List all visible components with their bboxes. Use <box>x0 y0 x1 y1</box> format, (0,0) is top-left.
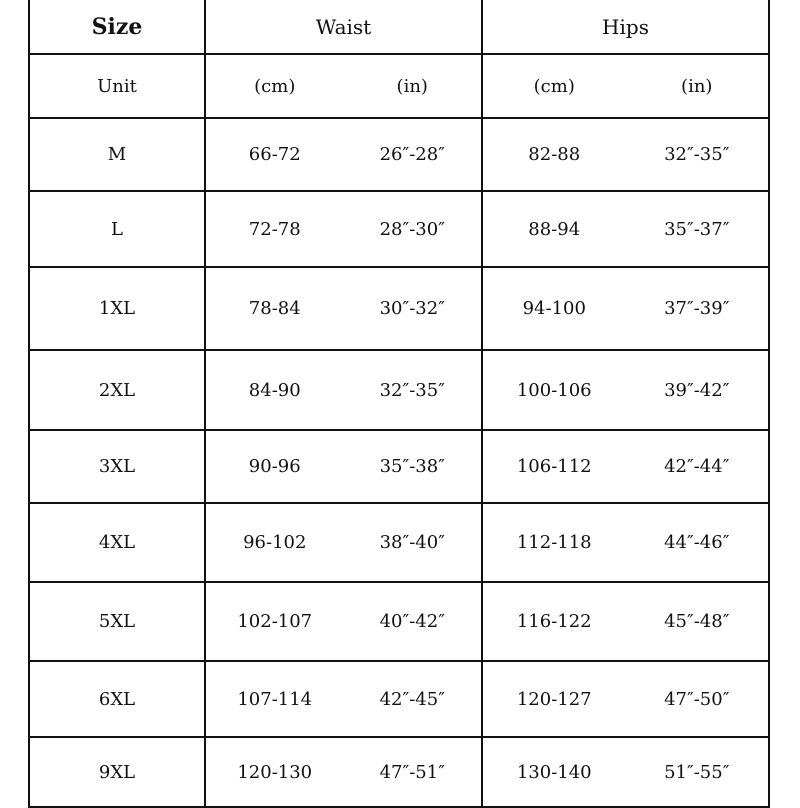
waist-cm: 107-114 <box>237 688 313 710</box>
hips-cell <box>482 582 769 661</box>
hips-cm: 88-94 <box>528 218 581 240</box>
header-row <box>29 0 769 54</box>
waist-cell <box>205 350 482 430</box>
waist-cm: 84-90 <box>248 379 301 401</box>
waist-in: 47″-51″ <box>379 761 445 783</box>
waist-header: Waist <box>205 0 482 54</box>
size-cell: 6XL <box>29 661 205 737</box>
hips-cell <box>482 503 769 582</box>
size-cell: 3XL <box>29 430 205 503</box>
size-chart-table <box>28 0 770 808</box>
waist-units <box>205 54 482 118</box>
hips-units <box>482 54 769 118</box>
hips-cm: 94-100 <box>522 298 586 319</box>
waist-in: 38″-40″ <box>379 532 445 553</box>
waist-cm: 72-78 <box>248 218 301 240</box>
hips-cell <box>482 350 769 430</box>
size-cell: M <box>29 118 205 191</box>
hips-cell <box>482 118 769 191</box>
waist-cm: 78-84 <box>248 298 301 319</box>
hips-cell <box>482 191 769 267</box>
table-row <box>29 267 769 350</box>
hips-cm: 130-140 <box>516 761 592 783</box>
hips-in: 47″-50″ <box>664 688 730 710</box>
hips-cm: 82-88 <box>528 144 581 165</box>
unit-row <box>29 54 769 118</box>
table-row <box>29 191 769 267</box>
hips-in: 42″-44″ <box>664 456 730 477</box>
size-cell: 4XL <box>29 503 205 582</box>
table-row <box>29 350 769 430</box>
waist-in: 26″-28″ <box>379 144 445 165</box>
hips-in: 39″-42″ <box>664 379 730 401</box>
table-row <box>29 503 769 582</box>
table-row <box>29 737 769 807</box>
waist-in: 28″-30″ <box>379 218 445 240</box>
waist-cm-unit: (cm) <box>254 75 296 97</box>
hips-in: 44″-46″ <box>664 532 730 553</box>
table-row <box>29 430 769 503</box>
table-row <box>29 118 769 191</box>
table-row <box>29 582 769 661</box>
table-row <box>29 661 769 737</box>
waist-cell <box>205 737 482 807</box>
size-cell: L <box>29 191 205 267</box>
hips-in: 37″-39″ <box>664 298 730 319</box>
hips-cm-unit: (cm) <box>533 75 575 97</box>
unit-label: Unit <box>29 54 205 118</box>
hips-cm: 106-112 <box>516 456 592 477</box>
hips-cm: 112-118 <box>516 532 592 553</box>
hips-cm: 120-127 <box>516 688 592 710</box>
hips-cell <box>482 737 769 807</box>
size-cell: 5XL <box>29 582 205 661</box>
hips-in: 35″-37″ <box>664 218 730 240</box>
hips-in: 51″-55″ <box>664 761 730 783</box>
size-cell: 9XL <box>29 737 205 807</box>
waist-cell <box>205 582 482 661</box>
waist-cm: 102-107 <box>237 611 313 632</box>
hips-cell <box>482 267 769 350</box>
waist-in: 42″-45″ <box>379 688 445 710</box>
waist-cell <box>205 191 482 267</box>
waist-cell <box>205 503 482 582</box>
waist-in: 35″-38″ <box>379 456 445 477</box>
hips-cm: 100-106 <box>516 379 592 401</box>
hips-cell <box>482 430 769 503</box>
waist-in: 40″-42″ <box>379 611 445 632</box>
size-cell: 1XL <box>29 267 205 350</box>
waist-cell <box>205 661 482 737</box>
waist-in: 30″-32″ <box>379 298 445 319</box>
hips-header: Hips <box>482 0 769 54</box>
waist-in-unit: (in) <box>396 75 428 97</box>
waist-cm: 96-102 <box>243 532 307 553</box>
waist-cell <box>205 118 482 191</box>
waist-cm: 90-96 <box>248 456 301 477</box>
size-header: Size <box>29 0 205 54</box>
waist-cm: 66-72 <box>248 144 301 165</box>
hips-cm: 116-122 <box>516 611 592 632</box>
waist-in: 32″-35″ <box>379 379 445 401</box>
hips-cell <box>482 661 769 737</box>
hips-in: 45″-48″ <box>664 611 730 632</box>
waist-cell <box>205 267 482 350</box>
hips-in: 32″-35″ <box>664 144 730 165</box>
waist-cell <box>205 430 482 503</box>
waist-cm: 120-130 <box>237 761 313 783</box>
hips-in-unit: (in) <box>681 75 713 97</box>
size-cell: 2XL <box>29 350 205 430</box>
